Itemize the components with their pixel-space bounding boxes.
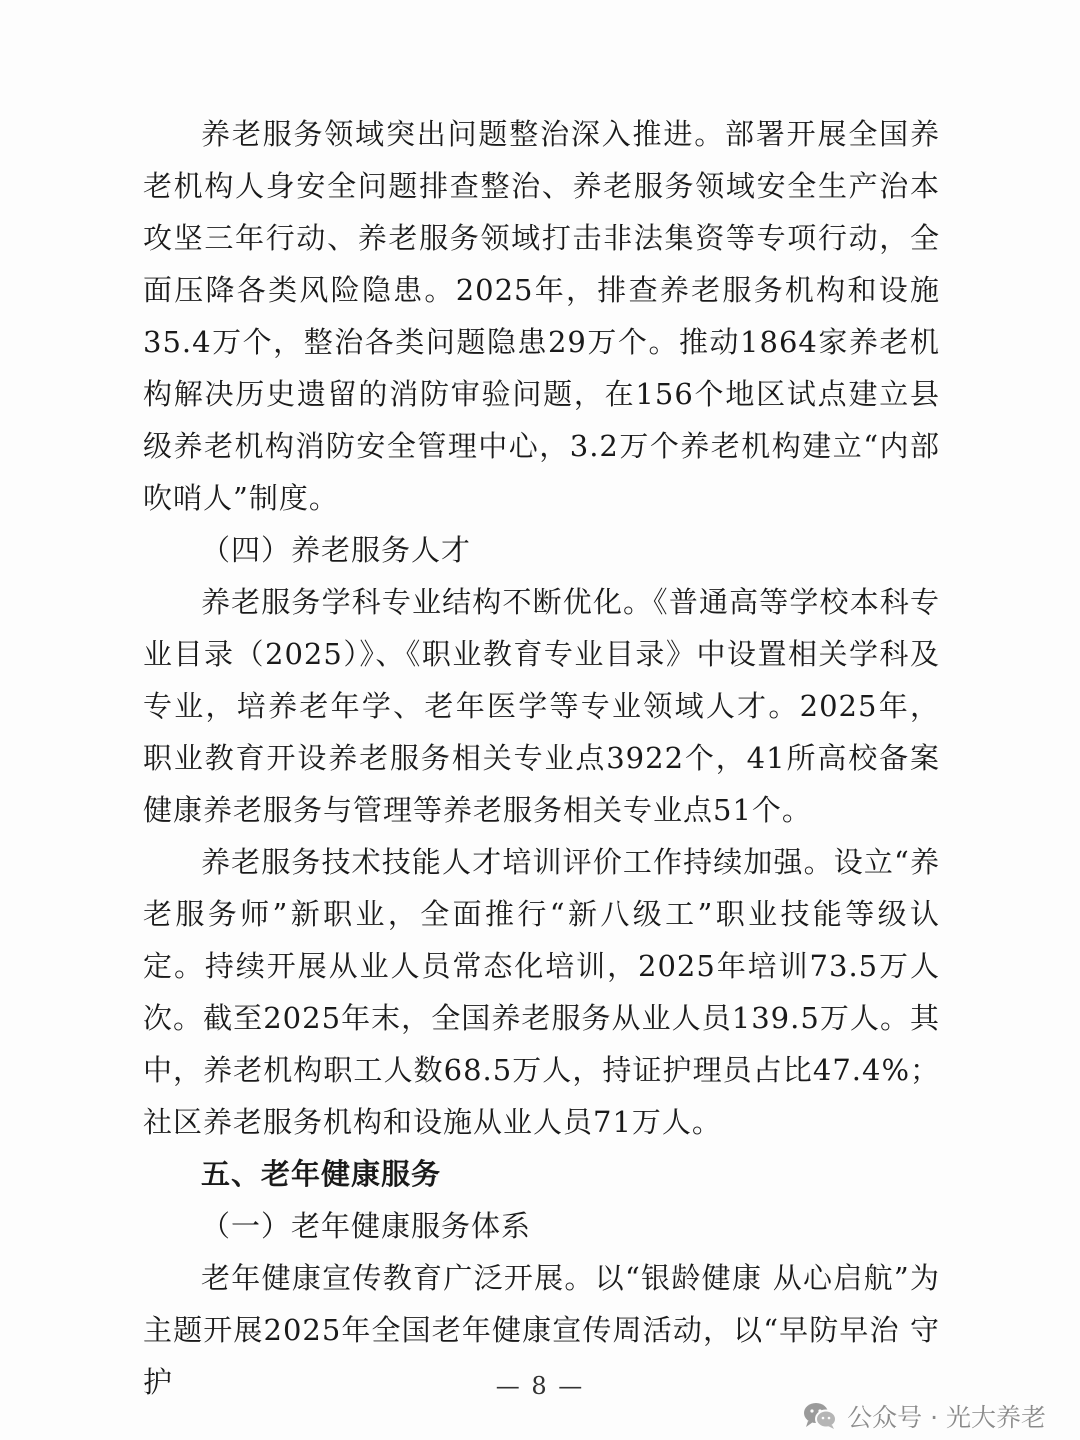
watermark-text: 公众号 · 光大养老	[847, 1403, 1046, 1432]
subheading-talent: （四）养老服务人才	[201, 533, 472, 567]
page-number: — 8 —	[495, 1372, 585, 1400]
paragraph-elderly-service-rectification: 养老服务领域突出问题整治深入推进。部署开展全国养老机构人身安全问题排查整治、养老服务领域安全生产治本攻坚三年行动、养老服务领域打击非法集资等专项行动，全面压降各类风险隐患。2025年，排查养老服务机构和设施35.4万个，整治各类问题隐患29万个。推动1864家养老机构解决历史遗留的消防审验问题，在156个地区试点建立县级养老机构消防安全管理中心，3.2万个养老机构建立“内部吹哨人”制度。	[143, 117, 940, 515]
paragraph-skills-training: 养老服务技术技能人才培训评价工作持续加强。设立“养老服务师”新职业，全面推行“新八级工”职业技能等级认定。持续开展从业人员常态化培训，2025年培训73.5万人次。截至2025年末，全国养老服务从业人员139.5万人。其中，养老机构职工人数68.5万人，持证护理员占比47.4%；社区养老服务机构和设施从业人员71万人。	[143, 845, 940, 1139]
subheading-health-system: （一）老年健康服务体系	[201, 1209, 532, 1243]
paragraph-health-education: 老年健康宣传教育广泛开展。以“银龄健康 从心启航”为主题开展2025年全国老年健康宣传周活动，以“早防早治 守护	[143, 1261, 940, 1399]
document-body	[143, 108, 940, 1408]
section-heading-health-service: 五、老年健康服务	[201, 1157, 442, 1191]
watermark	[803, 1398, 1046, 1434]
wechat-icon	[803, 1402, 837, 1430]
paragraph-discipline-structure: 养老服务学科专业结构不断优化。《普通高等学校本科专业目录（2025）》、《职业教育专业目录》中设置相关学科及专业，培养老年学、老年医学等专业领域人才。2025年，职业教育开设养老服务相关专业点3922个，41所高校备案健康养老服务与管理等养老服务相关专业点51个。	[143, 585, 940, 827]
